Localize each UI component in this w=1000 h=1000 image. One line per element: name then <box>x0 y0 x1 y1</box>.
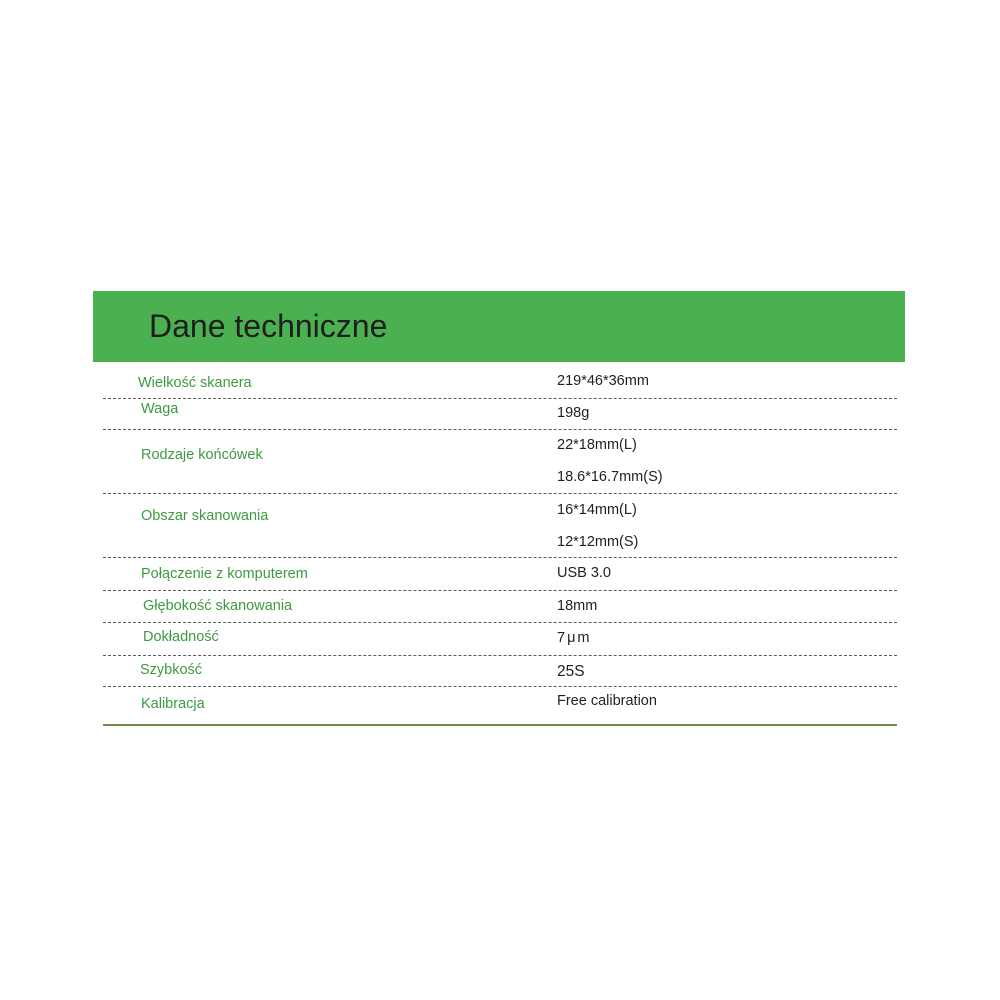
spec-label: Obszar skanowania <box>141 508 269 524</box>
spec-label: Kalibracja <box>141 696 205 712</box>
spec-row-tips <box>103 429 897 493</box>
spec-row-speed <box>103 655 897 686</box>
spec-value: 7μm <box>557 630 592 646</box>
spec-row-depth <box>103 590 897 622</box>
spec-row-weight <box>103 398 897 429</box>
table-bottom-border <box>103 724 897 726</box>
spec-value: 25S <box>557 663 585 680</box>
spec-label: Rodzaje końcówek <box>141 447 263 463</box>
spec-value: 18.6*16.7mm(S) <box>557 469 663 485</box>
spec-row-connection <box>103 557 897 590</box>
spec-header <box>93 291 905 362</box>
spec-value: Free calibration <box>557 693 657 709</box>
spec-value: USB 3.0 <box>557 565 611 581</box>
spec-value: 22*18mm(L) <box>557 437 637 453</box>
spec-row-size <box>103 362 897 398</box>
spec-label: Głębokość skanowania <box>143 598 293 614</box>
spec-label: Waga <box>141 401 179 417</box>
spec-value: 12*12mm(S) <box>557 534 639 550</box>
spec-row-scan-area <box>103 493 897 557</box>
spec-label: Dokładność <box>143 629 219 645</box>
spec-label: Wielkość skanera <box>138 375 252 391</box>
spec-label: Szybkość <box>140 662 203 678</box>
spec-value: 198g <box>557 405 590 421</box>
spec-value: 16*14mm(L) <box>557 502 637 518</box>
spec-value: 219*46*36mm <box>557 373 649 389</box>
page-title: Dane techniczne <box>149 308 388 344</box>
spec-row-calibration <box>103 686 897 724</box>
spec-table <box>103 362 897 728</box>
spec-row-accuracy <box>103 622 897 655</box>
spec-label: Połączenie z komputerem <box>141 566 308 582</box>
spec-value: 18mm <box>557 598 598 614</box>
